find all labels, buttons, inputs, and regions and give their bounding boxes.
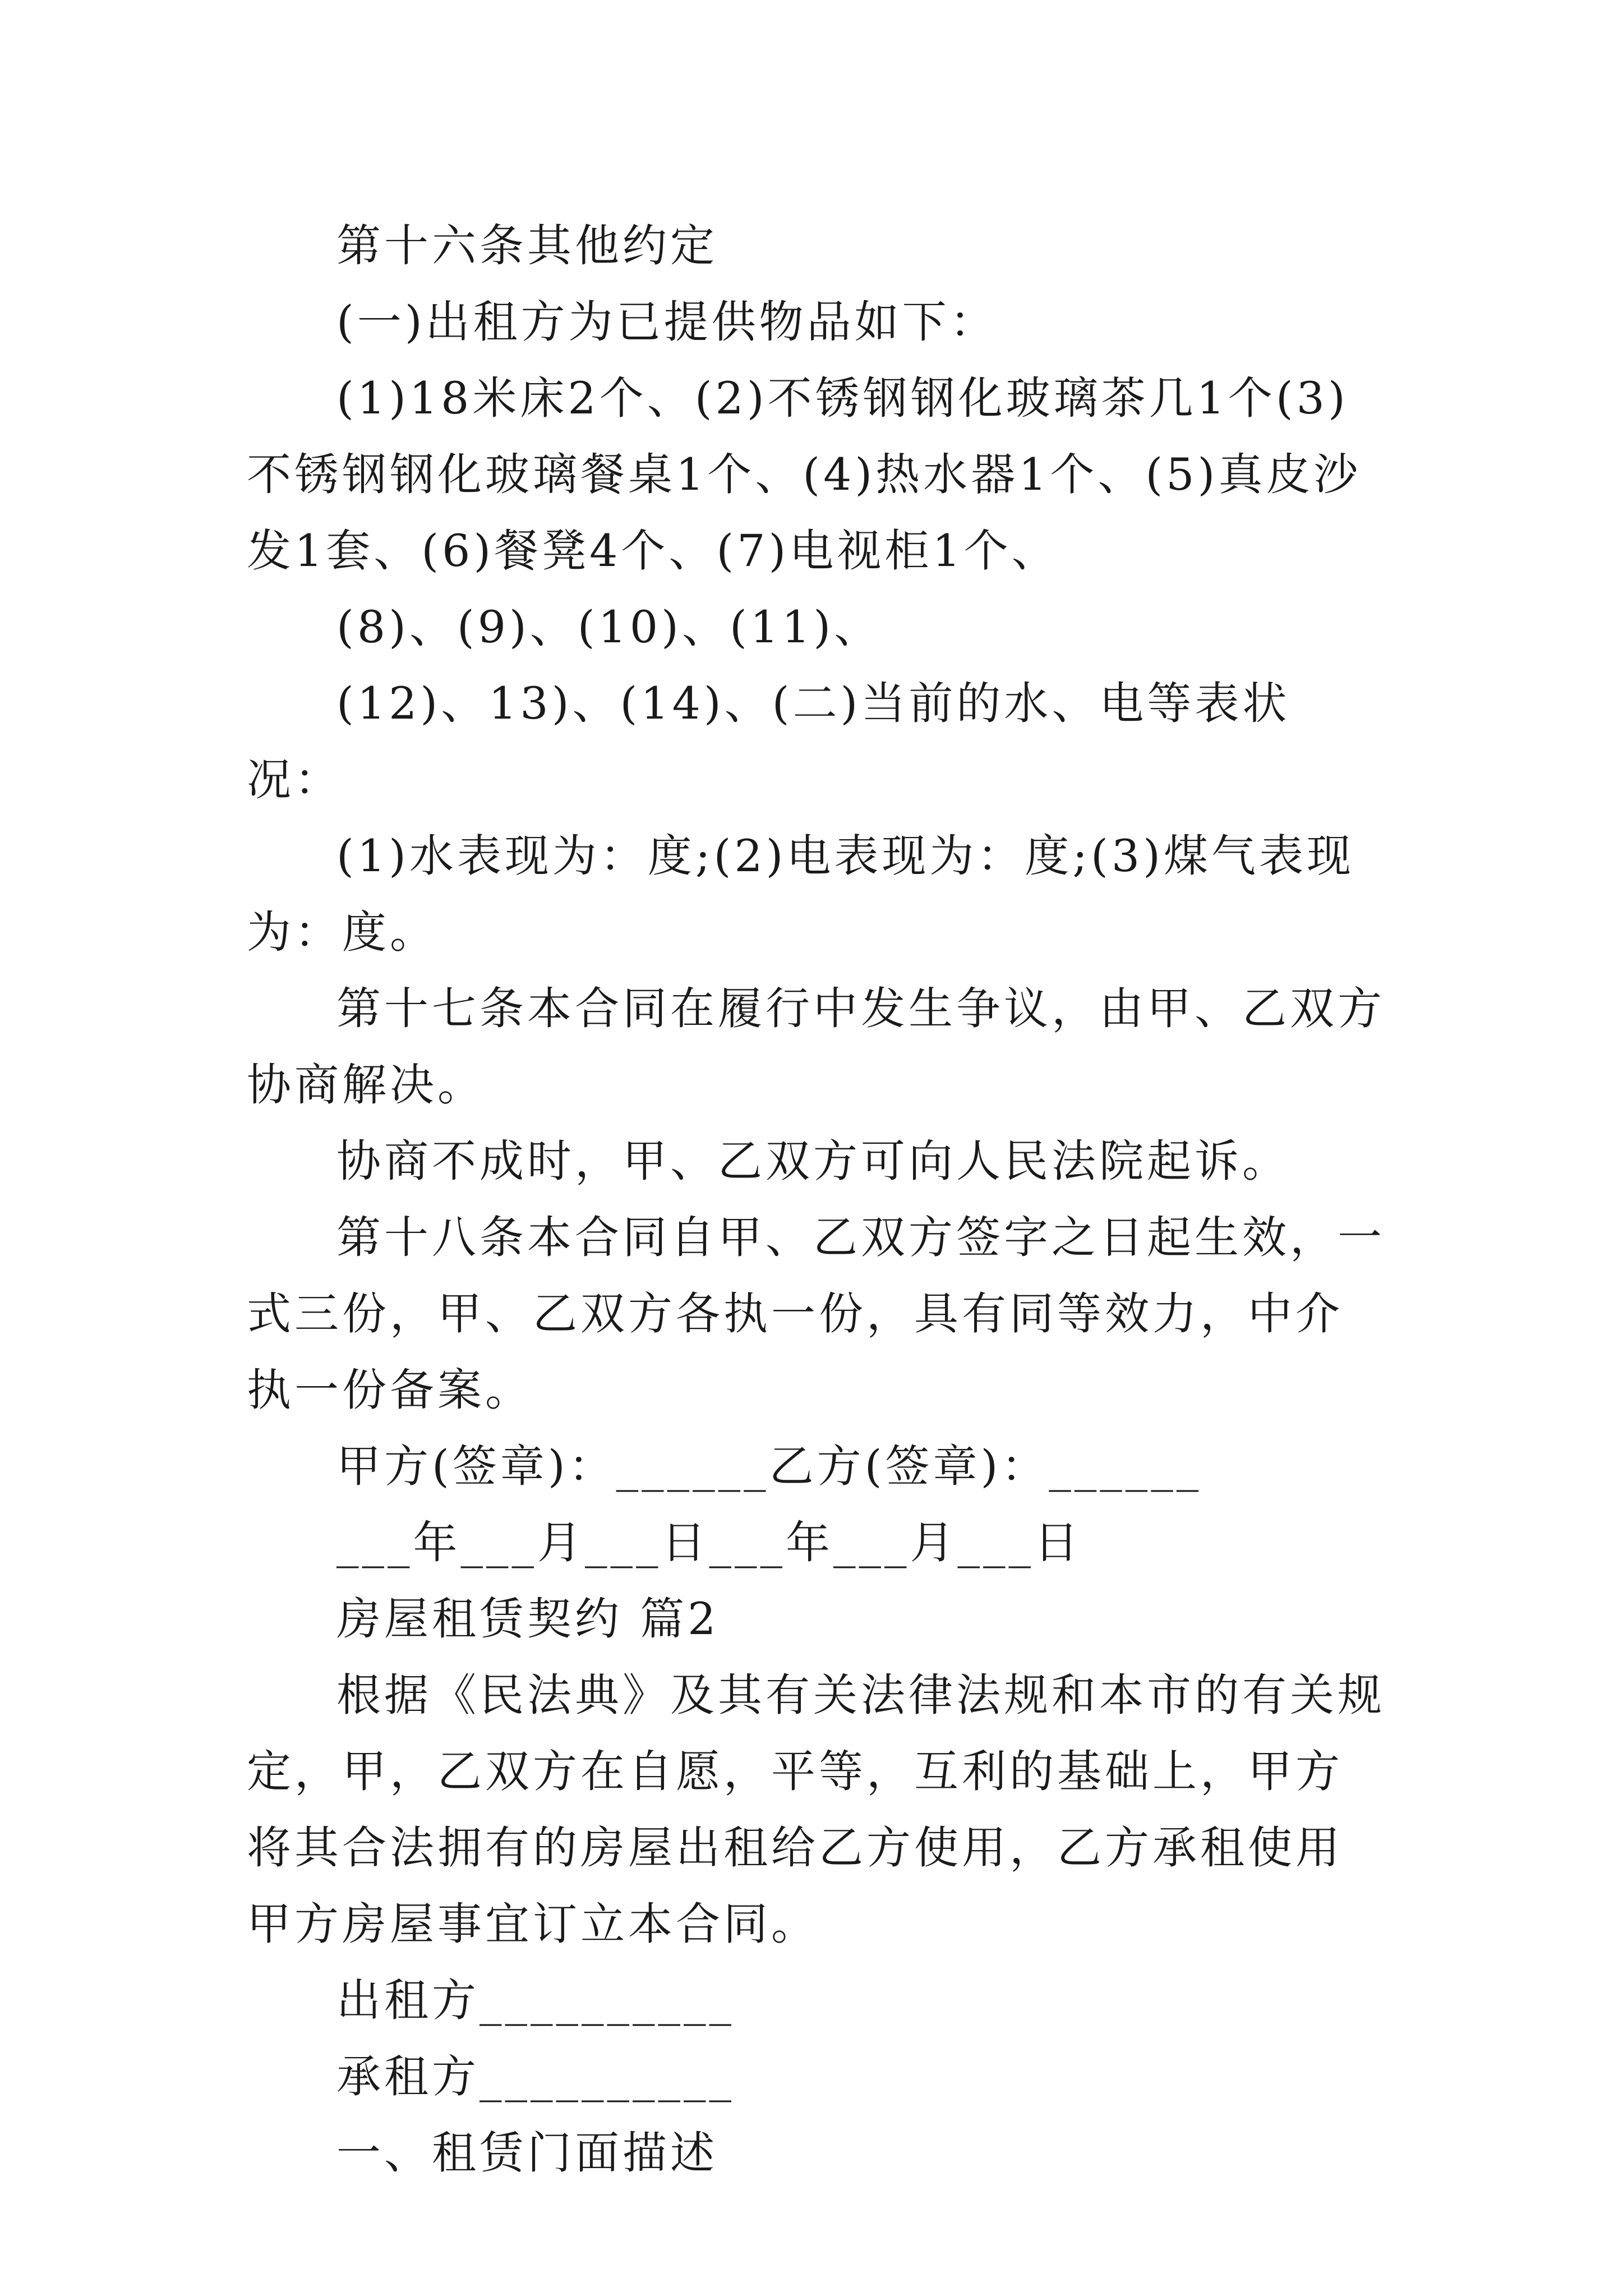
provided-items-list: (1)18米床2个、(2)不锈钢钢化玻璃茶几1个(3)不锈钢钢化玻璃餐桌1个、(4)热水器1个、(5)真皮沙发1套、(6)餐凳4个、(7)电视柜1个、 [247, 372, 1362, 577]
contract-preamble: 根据《民法典》及其有关法律法规和本市的有关规定，甲，乙双方在自愿，平等，互利的基础上，甲方将其合法拥有的房屋出租给乙方使用，乙方承租使用甲方房屋事宜订立本合同。 [247, 1669, 1385, 1950]
provided-items-blank-2: (12)、13)、(14)、(二)当前的水、电等表状况： [247, 678, 1290, 806]
document-body [247, 208, 1385, 2191]
lessee-line: 承租方__________ [336, 2051, 735, 2102]
meter-readings: (1)水表现为：度;(2)电表现为：度;(3)煤气表现为：度。 [247, 830, 1354, 958]
clause-18: 第十八条本合同自甲、乙双方签字之日起生效，一式三份，甲、乙双方各执一份，具有同等效力，中介执一份备案。 [247, 1212, 1385, 1416]
provided-items-blank-1: (8)、(9)、(10)、(11)、 [336, 601, 882, 653]
date-line: ___年___月___日___年___月___日 [336, 1517, 1082, 1568]
clause-16-heading: 第十六条其他约定 [336, 220, 718, 272]
signature-line: 甲方(签章)：______乙方(签章)：______ [336, 1441, 1202, 1492]
section-1-heading: 一、租赁门面描述 [336, 2127, 718, 2179]
provided-items-heading: (一)出租方为已提供物品如下： [336, 296, 998, 348]
lessor-line: 出租方__________ [336, 1975, 735, 2026]
clause-17: 第十七条本合同在履行中发生争议，由甲、乙双方协商解决。 [247, 983, 1385, 1111]
clause-17-lawsuit: 协商不成时，甲、乙双方可向人民法院起诉。 [336, 1135, 1290, 1187]
section-title: 房屋租赁契约 篇2 [336, 1593, 720, 1645]
